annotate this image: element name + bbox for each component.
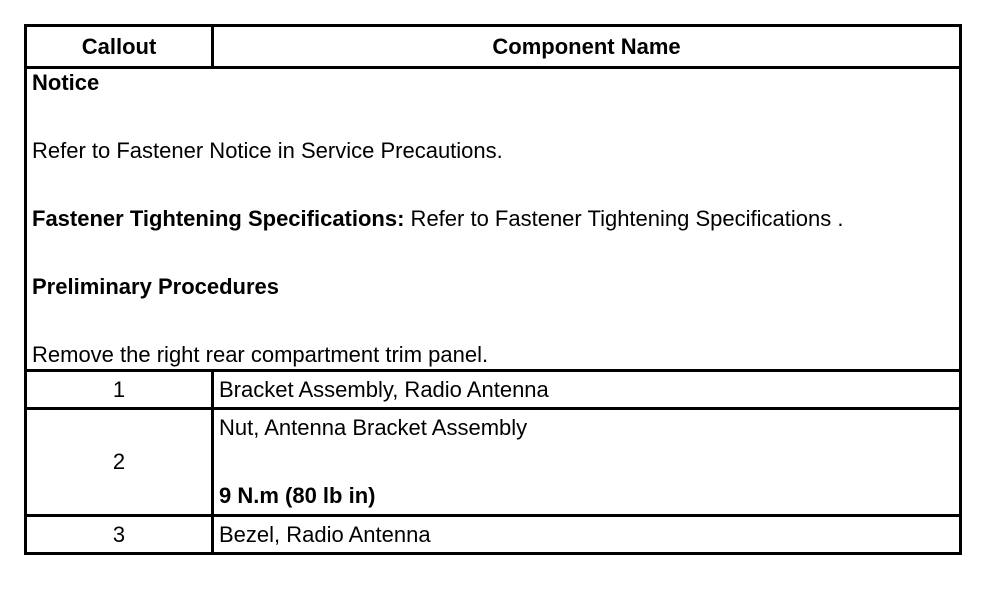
callout-cell: 1 (26, 371, 213, 409)
component-name-cell: Bracket Assembly, Radio Antenna (213, 371, 961, 409)
component-table (24, 24, 962, 555)
notice-heading: Notice (32, 70, 100, 95)
fastener-spec-label: Fastener Tightening Specifications: (32, 206, 405, 231)
component-name-cell (213, 409, 961, 516)
preliminary-text: Remove the right rear compartment trim panel. (32, 342, 489, 367)
component-name: Nut, Antenna Bracket Assembly (219, 415, 528, 440)
header-row (26, 26, 961, 68)
preliminary-heading: Preliminary Procedures (32, 274, 280, 299)
notes-row (26, 68, 961, 371)
fastener-spec-text: Refer to Fastener Tightening Specifications . (404, 206, 844, 231)
fastener-spec-line (32, 205, 954, 233)
notice-text: Refer to Fastener Notice in Service Precautions. (32, 138, 503, 163)
notes-cell (26, 68, 961, 371)
table-row (26, 516, 961, 554)
callout-cell: 3 (26, 516, 213, 554)
callout-header: Callout (26, 26, 213, 68)
table-row (26, 371, 961, 409)
component-name-cell: Bezel, Radio Antenna (213, 516, 961, 554)
component-name-header: Component Name (213, 26, 961, 68)
torque-spec: 9 N.m (80 lb in) (219, 483, 376, 508)
callout-cell: 2 (26, 409, 213, 516)
table-row (26, 409, 961, 516)
